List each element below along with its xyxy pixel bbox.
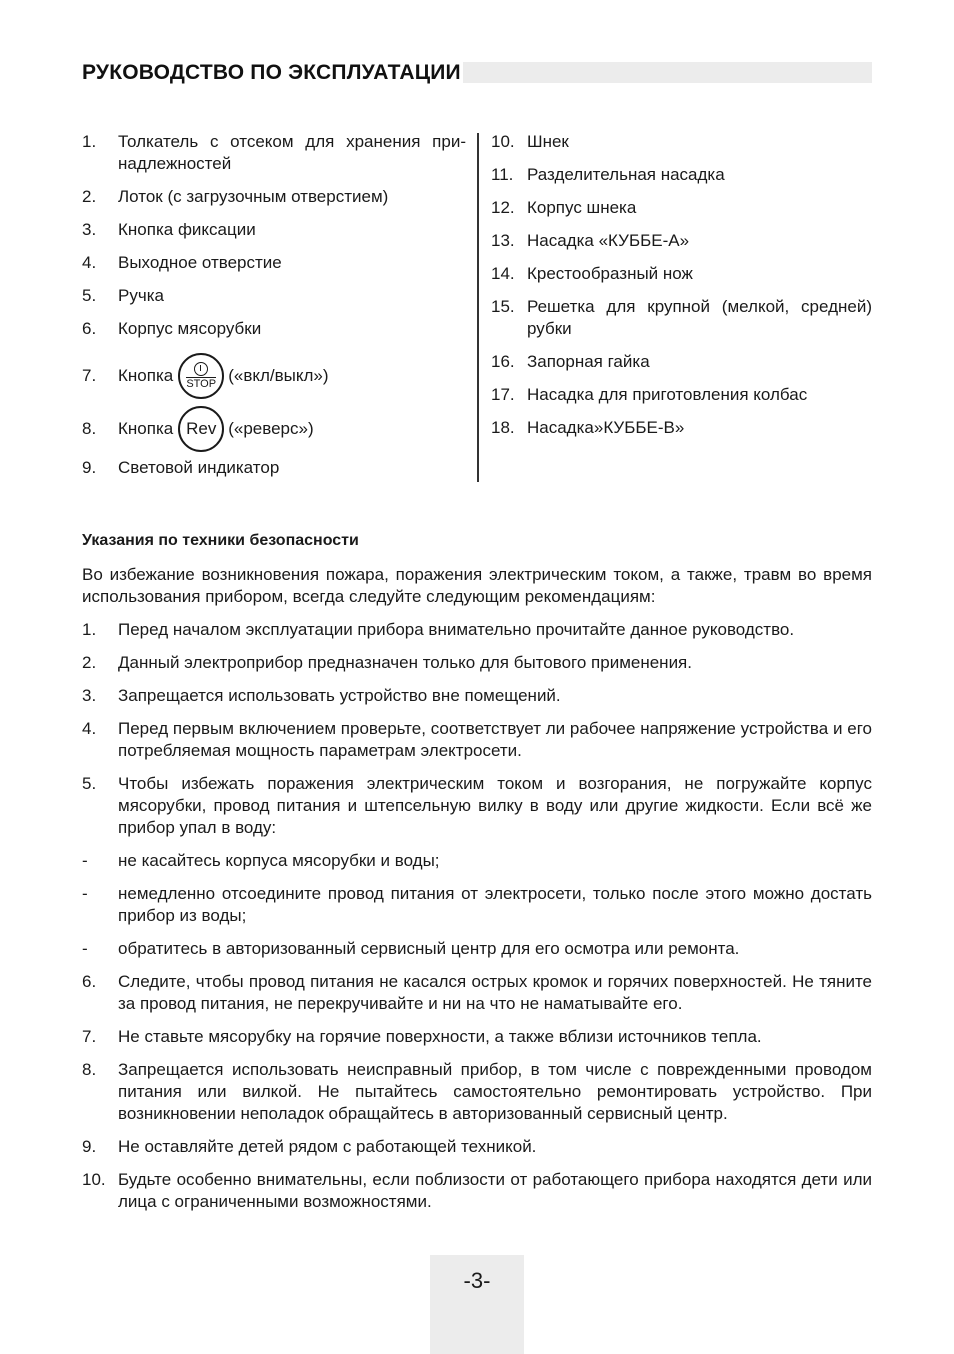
- item-number: 7.: [82, 366, 97, 385]
- item-text: Световой индикатор: [118, 458, 280, 477]
- item-text: Решетка для крупной (мелкой, средней) рубки: [527, 297, 872, 338]
- item-text: Лоток (с загрузочным отверстием): [118, 187, 389, 206]
- section-heading: Указания по техники безопасности: [82, 532, 359, 549]
- item-text: Чтобы избежать поражения электрическим током и возгорания, не погружайте корпус мясорубки, провод питания и штепсельную вилку в воду или другие жидкости. Если всё же прибор упал в воду:: [118, 774, 872, 837]
- list-item: [82, 1026, 872, 1048]
- page-title: РУКОВОДСТВО ПО ЭКСПЛУАТАЦИИ: [82, 61, 461, 84]
- list-item: [82, 131, 466, 175]
- list-item: [82, 971, 872, 1015]
- item-text: Крестообразный нож: [527, 264, 693, 283]
- list-item: [82, 1169, 872, 1213]
- item-text: Корпус мясорубки: [118, 319, 262, 338]
- list-item: [491, 263, 872, 285]
- item-text: обратитесь в авторизованный сервисный центр для его осмотра или ремонта.: [118, 939, 740, 958]
- list-item: [491, 296, 872, 340]
- list-item: [82, 938, 872, 960]
- parts-list-right: [491, 131, 872, 450]
- item-number: 1.: [82, 132, 97, 151]
- item-text: Не ставьте мясорубку на горячие поверхности, а также вблизи источников тепла.: [118, 1027, 762, 1046]
- list-item: [491, 417, 872, 439]
- rev-label: Rev: [186, 419, 217, 438]
- item-number: 5.: [82, 774, 97, 793]
- list-item: [82, 1059, 872, 1125]
- item-text: Ручка: [118, 286, 164, 305]
- item-text: Запрещается использовать устройство вне помещений.: [118, 686, 561, 705]
- item-text: Толкатель с отсеком для хранения принадлежностей: [118, 132, 466, 173]
- item-text: Шнек: [527, 132, 569, 151]
- list-item: [82, 252, 466, 274]
- item-number: 7.: [82, 1027, 97, 1046]
- list-item: [82, 285, 466, 307]
- list-item: [491, 230, 872, 252]
- item-number: 1.: [82, 620, 97, 639]
- item-text: не касайтесь корпуса мясорубки и воды;: [118, 851, 440, 870]
- list-item-power-button: [82, 351, 466, 401]
- safety-section: [82, 530, 872, 1224]
- item-text: Насадка»КУББЕ-В»: [527, 418, 685, 437]
- item-number: 13.: [491, 231, 515, 250]
- item-number: 5.: [82, 286, 97, 305]
- item-prefix: Кнопка: [118, 419, 174, 438]
- item-number: 11.: [491, 165, 514, 184]
- item-number: 6.: [82, 319, 97, 338]
- item-number: 10.: [82, 1170, 106, 1189]
- list-item: [82, 718, 872, 762]
- item-text: Разделительная насадка: [527, 165, 725, 184]
- item-text: Данный электроприбор предназначен только для бытового применения.: [118, 653, 692, 672]
- parts-list-left: [82, 131, 466, 490]
- item-prefix: Кнопка: [118, 366, 174, 385]
- item-number: 18.: [491, 418, 515, 437]
- item-number: 3.: [82, 220, 97, 239]
- list-item: [491, 351, 872, 373]
- item-text-group: [118, 406, 466, 452]
- item-text: Не оставляйте детей рядом с работающей техникой.: [118, 1137, 537, 1156]
- item-number: 2.: [82, 187, 97, 206]
- list-item: [491, 131, 872, 153]
- intro-paragraph: Во избежание возникновения пожара, поражения электрическим током, а также, травм во время использования прибором, всегда следуйте следующим рекомендациям:: [82, 565, 872, 606]
- list-item: [491, 384, 872, 406]
- item-text: немедленно отсоедините провод питания от электросети, только после этого можно достать прибор из воды;: [118, 884, 872, 925]
- list-item: [82, 773, 872, 839]
- item-suffix: («реверс»): [228, 419, 314, 438]
- item-text: Запрещается использовать неисправный прибор, в том числе с поврежденными проводом питания или вилкой. Не пытайтесь самостоятельно ремонтировать устройство. При возникновении неполадок обращайтесь в авторизованный сервисный центр.: [118, 1060, 872, 1123]
- item-text: Насадка «КУББЕ-А»: [527, 231, 690, 250]
- list-item: [82, 883, 872, 927]
- item-text: Запорная гайка: [527, 352, 650, 371]
- item-number: 16.: [491, 352, 515, 371]
- list-item: [82, 1136, 872, 1158]
- item-number: 10.: [491, 132, 515, 151]
- list-item: [491, 197, 872, 219]
- list-item-reverse-button: [82, 404, 466, 454]
- item-text: Перед началом эксплуатации прибора внимательно прочитайте данное руководство.: [118, 620, 795, 639]
- power-symbol-icon: [194, 362, 208, 376]
- rev-icon: [178, 406, 224, 452]
- item-number: 9.: [82, 458, 97, 477]
- item-number: 3.: [82, 686, 97, 705]
- page-number: -3-: [463, 1268, 491, 1293]
- item-number: 15.: [491, 297, 515, 316]
- list-item: [82, 652, 872, 674]
- power-stop-icon: [178, 353, 224, 399]
- item-number: 8.: [82, 1060, 97, 1079]
- item-number: 9.: [82, 1137, 97, 1156]
- item-text: Будьте особенно внимательны, если поблизости от работающего прибора находятся дети или лица с ограниченными возможностями.: [118, 1170, 872, 1211]
- list-item: [82, 850, 872, 872]
- list-item: [491, 164, 872, 186]
- list-item: [82, 318, 466, 340]
- safety-rules-list: [82, 619, 872, 1213]
- item-suffix: («вкл/выкл»): [228, 366, 329, 385]
- item-number: -: [82, 939, 88, 958]
- item-text: Корпус шнека: [527, 198, 637, 217]
- list-item: [82, 219, 466, 241]
- item-text: Выходное отверстие: [118, 253, 282, 272]
- item-number: 12.: [491, 198, 515, 217]
- item-number: 4.: [82, 719, 97, 738]
- item-text: Насадка для приготовления колбас: [527, 385, 808, 404]
- item-number: 8.: [82, 419, 97, 438]
- list-item: [82, 619, 872, 641]
- item-number: 6.: [82, 972, 97, 991]
- item-number: 17.: [491, 385, 515, 404]
- item-number: 4.: [82, 253, 97, 272]
- list-item: [82, 186, 466, 208]
- item-text: Перед первым включением проверьте, соответствует ли рабочее напряжение устройства и его потребляемая мощность параметрам электросети.: [118, 719, 872, 760]
- column-divider: [477, 133, 479, 482]
- list-item: [82, 685, 872, 707]
- item-text-group: [118, 353, 466, 399]
- item-number: 2.: [82, 653, 97, 672]
- item-number: 14.: [491, 264, 515, 283]
- item-number: -: [82, 884, 88, 903]
- stop-label: STOP: [186, 378, 217, 390]
- item-text: Кнопка фиксации: [118, 220, 256, 239]
- item-number: -: [82, 851, 88, 870]
- list-item: [82, 457, 466, 479]
- item-text: Следите, чтобы провод питания не касался острых кромок и горячих поверхностей. Не тяните за провод питания, не перекручивайте и ни на что не наматывайте его.: [118, 972, 872, 1013]
